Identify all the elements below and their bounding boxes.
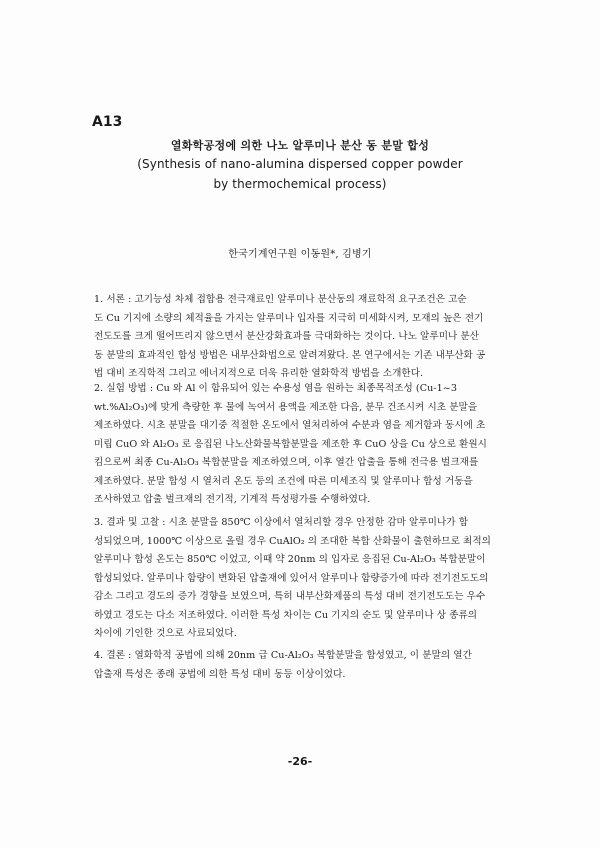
title-korean: 열화학공정에 의한 나노 알루미나 분산 동 분말 합성	[170, 139, 430, 152]
paragraph-line: 3. 결과 및 고찰 : 시초 분말을 850℃ 이상에서 열처리할 경우 안정한 감마 알루미나가 합	[94, 517, 469, 528]
paragraph-line: 압출재 특성은 종래 공법에 의한 특성 대비 동등 이상이었다.	[94, 668, 346, 680]
abstract-code: A13	[92, 114, 123, 130]
paragraph-line: 하였고 경도는 다소 저조하였다. 이러한 특성 차이는 Cu 기지의 순도 및 알루미나 상 종류의	[94, 609, 478, 621]
paragraph-line: 제조하였다. 분말 합성 시 열처리 온도 등의 조건에 따른 미세조직 및 알루미나 합성 거동을	[94, 475, 473, 487]
title-english-line1: (Synthesis of nano-alumina dispersed copper powder	[137, 157, 463, 171]
title-english-line2: by thermochemical process)	[213, 177, 387, 191]
paragraph-line: 합성되었다. 알루미나 함량이 변화된 압출재에 있어서 알루미나 함량증가에 따라 전기전도도의	[94, 572, 489, 584]
paragraph-line: 동 분말의 효과적인 합성 방법은 내부산화법으로 알려져왔다. 본 연구에서는 기존 내부산화 공	[94, 349, 486, 361]
section-intro	[94, 291, 512, 384]
section-method	[94, 380, 512, 510]
paragraph-line: 차이에 기인한 것으로 사료되었다.	[94, 628, 237, 639]
paragraph-line: 4. 결론 : 열화학적 공법에 의해 20nm 급 Cu-Al₂O₃ 복합분말을 합성였고, 이 분말의 열간	[94, 650, 472, 661]
paragraph-line: wt.%Al₂O₃)에 맞게 측량한 후 물에 녹여서 용액을 제조한 다음, 분무 건조시켜 시초 분말을	[94, 401, 478, 413]
paragraph-line: 제조하였다. 시초 분말을 대기중 적절한 온도에서 열처리하여 수분과 염을 제거함과 동시에 초	[94, 420, 486, 431]
paragraph-line: 도 Cu 기지에 소량의 체적율을 가지는 알루미나 입자를 지극히 미세화시켜, 모재의 높은 전기	[94, 312, 484, 324]
page-number: -26-	[287, 755, 313, 768]
paragraph-line: 법 대비 조직학적 그리고 에너지적으로 더욱 유리한 열화학적 방법을 소개한다.	[94, 368, 424, 379]
section-results	[94, 514, 512, 644]
section-conclusion	[94, 647, 512, 684]
paragraph-line: 미립 CuO 와 Al₂O₃ 로 응집된 나노산화물복합분말을 제조한 후 CuO 상을 Cu 상으로 환원시	[94, 438, 487, 450]
paragraph-line: 킴으로써 최종 Cu-Al₂O₃ 복합분말을 제조하였으며, 이후 열간 압출을 통해 전극용 벌크재를	[94, 457, 479, 468]
paragraph-line: 감소 그리고 경도의 증가 경향을 보였으며, 특히 내부산화제품의 특성 대비 전기전도도는 우수	[94, 591, 486, 602]
paragraph-line: 조사하였고 압출 벌크재의 전기적, 기계적 특성평가를 수행하였다.	[94, 494, 371, 505]
paragraph-line: 성되었으며, 1000℃ 이상으로 올릴 경우 CuAlO₂ 의 조대한 복합 산화물이 출현하므로 최적의	[94, 535, 491, 547]
paragraph-line: 2. 실험 방법 : Cu 와 Al 이 함유되어 있는 수용성 염을 원하는 최종목적조성 (Cu-1~3	[94, 383, 458, 394]
paragraph-line: 전도도를 크게 떨어뜨리지 않으면서 분산강화효과를 극대화하는 것이다. 나노 알루미나 분산	[94, 331, 480, 342]
paragraph-line: 1. 서론 : 고기능성 차체 접합용 전극재료인 알루미나 분산동의 재료학적 요구조건은 고순	[94, 294, 467, 305]
author-line: 한국기계연구원 이동원*, 김병기	[228, 249, 372, 260]
paragraph-line: 알루미나 합성 온도는 850℃ 이었고, 이때 약 20nm 의 입자로 응집된 Cu-Al₂O₃ 복합분말이	[94, 554, 486, 565]
